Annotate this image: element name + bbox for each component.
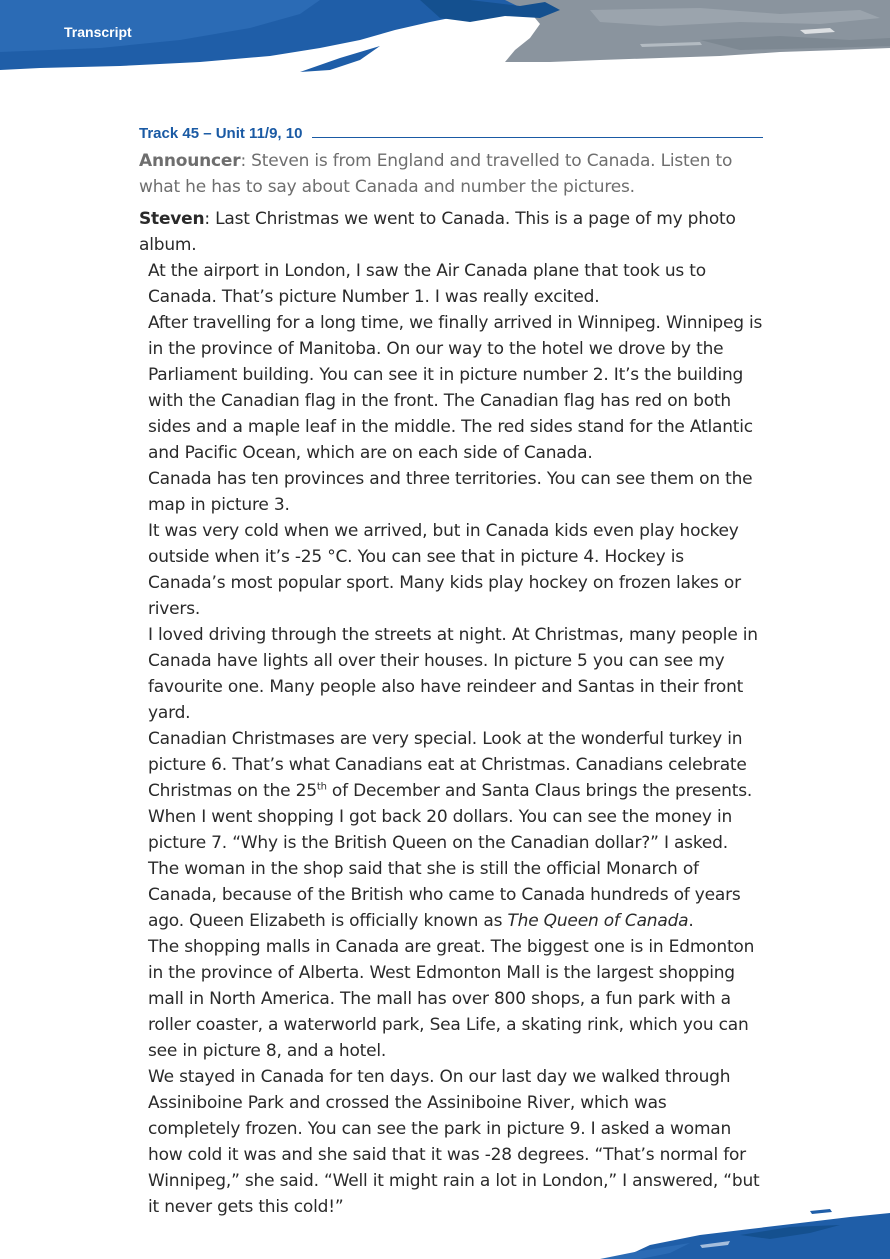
paragraph-1-text: : Last Christmas we went to Canada. This is a page of my photo album. [139, 209, 736, 255]
paragraph-1 [139, 206, 763, 258]
paragraph-6: I loved driving through the streets at night. At Christmas, many people in Canada have lights all over their houses. In picture 5 you can see my favourite one. Many people also have reindeer and Santas in their front yard. [148, 625, 758, 723]
paragraph-7-text-a: Canadian Christmases are very special. Look at the wonderful turkey in picture 6. That’s what Canadians eat at Christmas. Canadians celebrate Christmas on the 25 [148, 729, 747, 801]
paragraph-3: After travelling for a long time, we finally arrived in Winnipeg. Winnipeg is in the province of Manitoba. On our way to the hotel we drove by the Parliament building. You can see it in picture number 2. It’s the building with the Canadian flag in the front. The Canadian flag has red on both sides and a maple leaf in the middle. The red sides stand for the Atlantic and Pacific Ocean, which are on each side of Canada. [148, 313, 763, 463]
speaker-announcer: Announcer [139, 151, 241, 171]
track-title: Track 45 – Unit 11/9, 10 [139, 125, 303, 142]
paragraph-2: At the airport in London, I saw the Air Canada plane that took us to Canada. That’s picture Number 1. I was really excited. [148, 261, 706, 307]
paragraph-10: We stayed in Canada for ten days. On our last day we walked through Assiniboine Park and crossed the Assiniboine River, which was completely frozen. You can see the park in picture 9. I asked a woman how cold it was and she said that it was -28 degrees. “That’s normal for Winnipeg,” she said. “Well it might rain a lot in London,” I answered, “but it never gets this cold!” [148, 1067, 760, 1217]
paragraph-8-text-b: . [688, 911, 694, 931]
header-banner [0, 0, 890, 80]
footer-brush-graphic [580, 1205, 890, 1259]
speaker-steven: Steven [139, 209, 205, 229]
paragraph-9: The shopping malls in Canada are great. The biggest one is in Edmonton in the province of Alberta. West Edmonton Mall is the largest shopping mall in North America. The mall has over 800 shops, a fun park with a roller coaster, a waterworld park, Sea Life, a skating rink, which you can see in picture 8, and a hotel. [148, 937, 755, 1061]
announcer-paragraph [139, 148, 763, 200]
track-heading [139, 116, 763, 142]
paragraph-5: It was very cold when we arrived, but in Canada kids even play hockey outside when it’s -25 °C. You can see that in picture 4. Hockey is Canada’s most popular sport. Many kids play hockey on frozen lakes or rivers. [148, 521, 741, 619]
transcript-content [139, 116, 763, 1220]
paragraph-8-text-a: When I went shopping I got back 20 dollars. You can see the money in picture 7. “Why is the British Queen on the Canadian dollar?” I asked. The woman in the shop said that she is still the official Monarch of Canada, because of the British who came to Canada hundreds of years ago. Queen Elizabeth is officially known as [148, 807, 741, 931]
paragraph-8 [139, 804, 763, 934]
paragraph-4: Canada has ten provinces and three territories. You can see them on the map in picture 3. [148, 469, 753, 515]
announcer-text: : Steven is from England and travelled to Canada. Listen to what he has to say about Canada and number the pictures. [139, 151, 733, 197]
section-label: Transcript [64, 24, 132, 40]
paragraph-7-text-b: of December and Santa Claus brings the presents. [326, 781, 753, 801]
ordinal-suffix: th [316, 781, 327, 793]
heading-rule [312, 137, 763, 138]
steven-monologue [139, 206, 763, 1220]
queen-title: The Queen of Canada [507, 911, 689, 931]
paragraph-7 [139, 726, 763, 804]
banner-brush-graphic [0, 0, 890, 80]
